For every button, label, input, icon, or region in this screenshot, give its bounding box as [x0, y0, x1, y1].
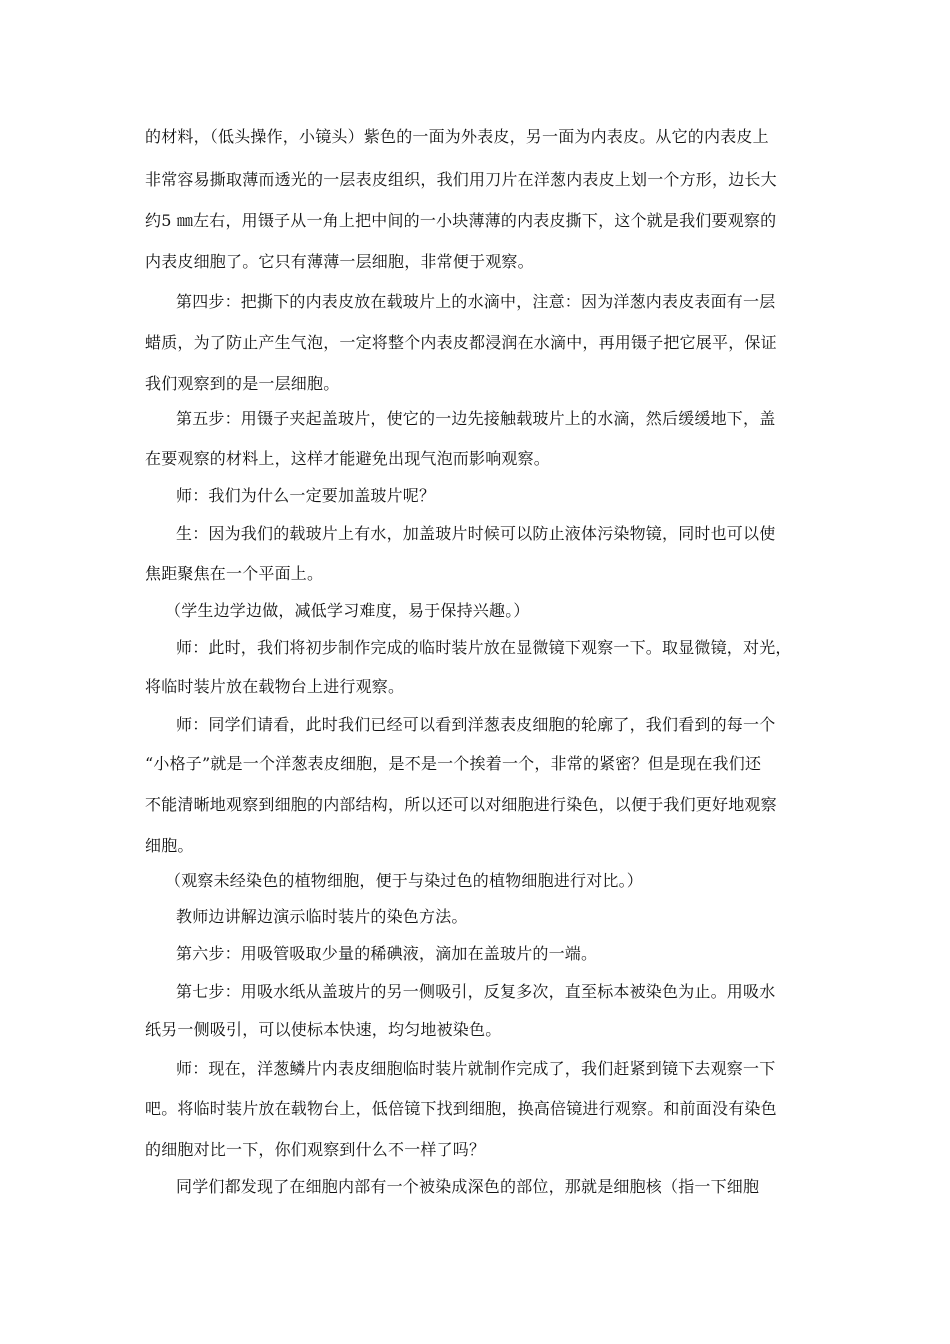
- text-line: 蜡质，为了防止产生气泡，一定将整个内表皮都浸润在水滴中，再用镊子把它展平，保证: [145, 333, 777, 352]
- text-line: 非常容易撕取薄而透光的一层表皮组织，我们用刀片在洋葱内表皮上划一个方形，边长大: [145, 170, 777, 189]
- text-line: 第六步：用吸管吸取少量的稀碘液，滴加在盖玻片的一端。: [176, 944, 598, 963]
- text-line: 教师边讲解边演示临时装片的染色方法。: [176, 907, 468, 926]
- text-line: 在要观察的材料上，这样才能避免出现气泡而影响观察。: [145, 449, 551, 468]
- text-line: 吧。将临时装片放在载物台上，低倍镜下找到细胞，换高倍镜进行观察。和前面没有染色: [145, 1099, 777, 1118]
- text-line: 我们观察到的是一层细胞。: [145, 374, 340, 393]
- text-line: 师：同学们请看，此时我们已经可以看到洋葱表皮细胞的轮廓了，我们看到的每一个: [176, 715, 776, 734]
- text-line: （观察未经染色的植物细胞，便于与染过色的植物细胞进行对比。）: [165, 871, 644, 890]
- text-line: 约5 ㎜左右，用镊子从一角上把中间的一小块薄薄的内表皮撕下，这个就是我们要观察的: [145, 211, 777, 230]
- text-line: 第五步：用镊子夹起盖玻片，使它的一边先接触载玻片上的水滴，然后缓缓地下，盖: [176, 409, 776, 428]
- text-line: （学生边学边做，减低学习难度，易于保持兴趣。）: [165, 601, 530, 620]
- text-line: 的材料，（低头操作，小镜头）紫色的一面为外表皮，另一面为内表皮。从它的内表皮上: [145, 127, 769, 146]
- text-line: 的细胞对比一下，你们观察到什么不一样了吗？: [145, 1140, 486, 1159]
- text-line: “小格子”就是一个洋葱表皮细胞，是不是一个挨着一个，非常的紧密？但是现在我们还: [145, 754, 762, 773]
- text-line: 焦距聚焦在一个平面上。: [145, 564, 324, 583]
- text-line: 不能清晰地观察到细胞的内部结构，所以还可以对细胞进行染色，以便于我们更好地观察: [145, 795, 777, 814]
- text-line: 将临时装片放在载物台上进行观察。: [145, 677, 405, 696]
- text-line: 纸另一侧吸引，可以使标本快速，均匀地被染色。: [145, 1020, 502, 1039]
- text-line: 内表皮细胞了。它只有薄薄一层细胞，非常便于观察。: [145, 252, 534, 271]
- text-line: 师：现在，洋葱鳞片内表皮细胞临时装片就制作完成了，我们赶紧到镜下去观察一下: [176, 1059, 776, 1078]
- text-line: 第七步：用吸水纸从盖玻片的另一侧吸引，反复多次，直至标本被染色为止。用吸水: [176, 982, 776, 1001]
- text-line: 同学们都发现了在细胞内部有一个被染成深色的部位，那就是细胞核（指一下细胞: [176, 1177, 760, 1196]
- text-line: 第四步：把撕下的内表皮放在载玻片上的水滴中，注意：因为洋葱内表皮表面有一层: [176, 292, 776, 311]
- text-line: 细胞。: [145, 836, 194, 855]
- text-line: 生：因为我们的载玻片上有水，加盖玻片时候可以防止液体污染物镜，同时也可以使: [176, 524, 776, 543]
- text-line: 师：此时，我们将初步制作完成的临时装片放在显微镜下观察一下。取显微镜，对光，: [176, 638, 792, 657]
- text-line: 师：我们为什么一定要加盖玻片呢？: [176, 486, 436, 505]
